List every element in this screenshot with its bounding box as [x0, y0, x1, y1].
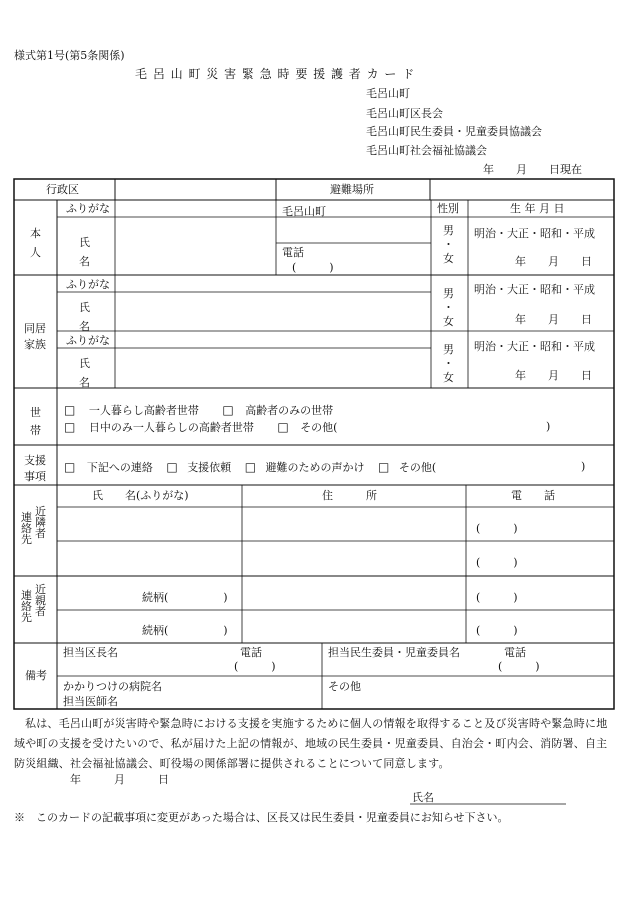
page-title: 毛 呂 山 町 災 害 緊 急 時 要 援 護 者 カ ー ド [135, 67, 416, 81]
issuer-kuchokai: 毛呂山町区長会 [366, 107, 443, 120]
family2-name-label: 氏 名 [79, 357, 90, 389]
other-label: その他 [328, 680, 361, 693]
contacts-col-address: 住 所 [322, 489, 377, 502]
setai-checkbox-1[interactable]: □ [64, 403, 76, 417]
renraku-label-kinshin: 連 絡 先 [21, 589, 32, 624]
shien-opt2: 支援依頼 [187, 461, 232, 474]
shien-label: 支援 事項 [24, 454, 46, 483]
shien-close-paren: ) [581, 460, 586, 473]
family2-ymd: 年 月 日 [515, 369, 592, 382]
kucho-label: 担当区長名 [63, 646, 118, 659]
setai-label: 世 帯 [30, 406, 41, 437]
setai-checkbox-4[interactable]: □ [277, 420, 289, 434]
setai-opt2: 高齢者のみの世帯 [245, 404, 334, 417]
setai-close-paren: ) [546, 420, 551, 433]
kinrin2-phone: ( ) [476, 556, 518, 569]
honnin-era-options[interactable]: 明治・大正・昭和・平成 [474, 227, 595, 240]
hinan-field[interactable] [431, 180, 613, 199]
contacts-col-phone: 電 話 [511, 489, 555, 502]
form-number: 様式第1号(第5条関係) [14, 49, 125, 62]
gyoseiku-field[interactable] [116, 180, 275, 199]
kinshin-label: 近 親 者 [35, 583, 46, 618]
setai-opt1: 一人暮らし高齢者世帯 [88, 404, 199, 417]
issuer-town: 毛呂山町 [366, 87, 410, 100]
minsei-label: 担当民生委員・児童委員名 [328, 646, 460, 659]
shien-checkbox-1[interactable]: □ [64, 460, 76, 474]
minsei-phone-paren: ( ) [498, 660, 540, 673]
hospital-label: かかりつけの病院名 [63, 680, 162, 693]
family1-sex-options[interactable]: 男 ・ 女 [443, 287, 454, 328]
honnin-phone-paren: ( ) [292, 261, 334, 274]
sex-label: 性別 [437, 202, 459, 215]
setai-checkbox-3[interactable]: □ [64, 420, 76, 434]
family-label: 同居 家族 [24, 322, 46, 351]
hinan-label: 避難場所 [330, 183, 374, 196]
renraku-label-kinrin: 連 絡 先 [21, 511, 32, 546]
signature-field[interactable] [440, 788, 566, 803]
family1-name-label: 氏 名 [79, 301, 90, 333]
family1-furigana-label: ふりがな [66, 278, 110, 291]
kinshin1-zokugara: 続柄( ) [142, 591, 228, 604]
as-of-date: 年 月 日現在 [483, 163, 582, 176]
kinrin1-phone: ( ) [476, 522, 518, 535]
kinshin2-zokugara: 続柄( ) [142, 624, 228, 637]
shien-checkbox-3[interactable]: □ [244, 460, 257, 474]
family2-sex-options[interactable]: 男 ・ 女 [443, 343, 454, 384]
doctor-label: 担当医師名 [63, 695, 118, 708]
kinrin-label: 近 隣 者 [35, 505, 46, 540]
shien-checkbox-4[interactable]: □ [378, 460, 390, 474]
setai-opt3: 日中のみ一人暮らしの高齢者世帯 [88, 421, 254, 434]
setai-row2 [64, 421, 337, 433]
consent-text: 私は、毛呂山町が災害時や緊急時における支援を実施するために個人の情報を取得すること及び災害時や緊急時に地域や町の支援を受けたいので、私が届けた上記の情報が、地域の民生委員・児童委員、自治会・町内会、消防署、自主防災組織、社会福祉協議会、町役場の関係部署に提供されることについて同意します。 [14, 717, 608, 770]
minsei-phone-label: 電話 [504, 646, 526, 659]
kucho-phone-label: 電話 [240, 646, 262, 659]
kinshin1-phone: ( ) [476, 591, 518, 604]
family2-era-options[interactable]: 明治・大正・昭和・平成 [474, 340, 595, 353]
honnin-furigana-label: ふりがな [66, 202, 110, 215]
honnin-sex-options[interactable]: 男 ・ 女 [443, 224, 454, 265]
kucho-phone-paren: ( ) [234, 660, 276, 673]
honnin-phone-label: 電話 [282, 246, 304, 259]
shien-opt4: その他( [398, 461, 437, 474]
biko-label: 備考 [25, 669, 47, 682]
shien-opt3: 避難のための声かけ [265, 461, 365, 474]
consent-date: 年 月 日 [70, 773, 169, 786]
shien-opt1: 下記への連絡 [86, 461, 153, 474]
shien-row [64, 461, 436, 473]
honnin-label: 本 人 [30, 227, 41, 259]
gyoseiku-label: 行政区 [46, 183, 79, 196]
setai-opt4: その他( [300, 421, 338, 434]
contacts-col-name: 氏 名(ふりがな) [92, 489, 189, 502]
footnote: ※ このカードの記載事項に変更があった場合は、区長又は民生委員・児童委員にお知らせ下さい。 [14, 811, 509, 824]
honnin-address: 毛呂山町 [282, 205, 326, 218]
family1-ymd: 年 月 日 [515, 313, 592, 326]
setai-row1 [64, 404, 333, 416]
kinshin2-phone: ( ) [476, 624, 518, 637]
signature-label: 氏名 [412, 791, 434, 804]
birthdate-label: 生 年 月 日 [510, 202, 565, 215]
setai-checkbox-2[interactable]: □ [222, 403, 234, 417]
honnin-name-label: 氏 名 [79, 236, 90, 268]
shien-checkbox-2[interactable]: □ [166, 460, 178, 474]
issuer-minsei: 毛呂山町民生委員・児童委員協議会 [366, 125, 542, 138]
issuer-shakyo: 毛呂山町社会福祉協議会 [366, 144, 487, 157]
honnin-ymd: 年 月 日 [515, 255, 592, 268]
family2-furigana-label: ふりがな [66, 334, 110, 347]
family1-era-options[interactable]: 明治・大正・昭和・平成 [474, 283, 595, 296]
